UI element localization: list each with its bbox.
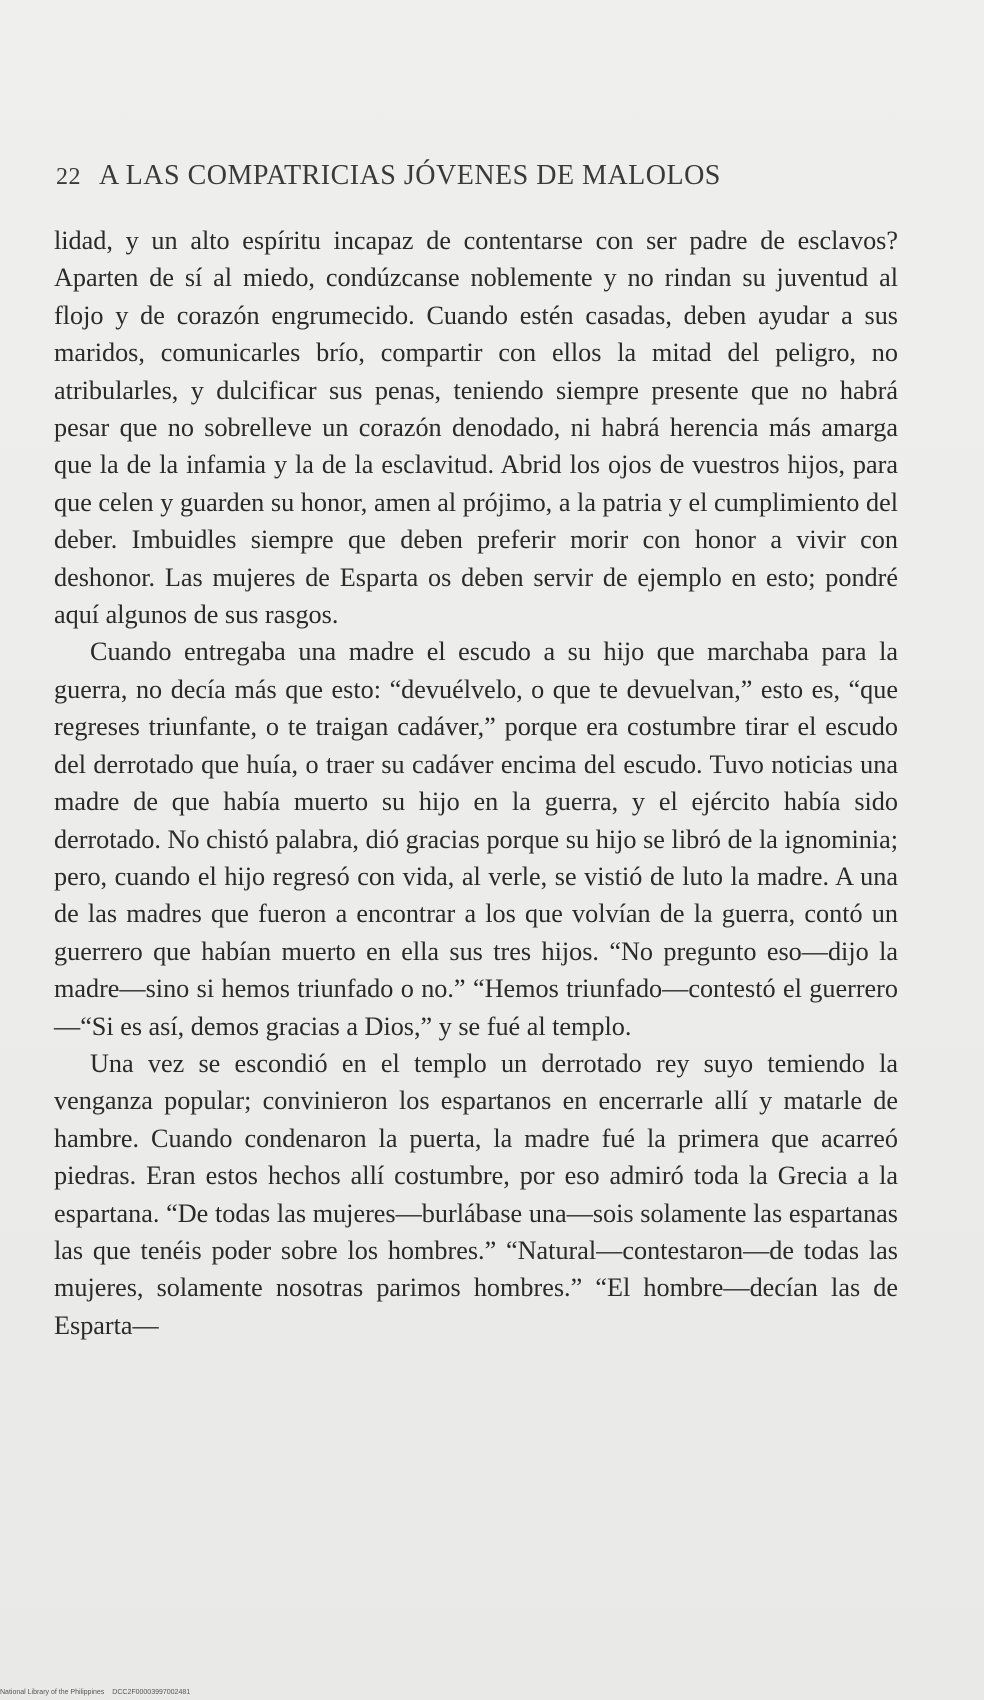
page-number: 22 <box>56 164 81 190</box>
chapter-title: A LAS COMPATRICIAS JÓVENES DE MALOLOS <box>99 160 721 191</box>
paragraph: lidad, y un alto espíritu incapaz de contentarse con ser padre de esclavos? Aparten de sí al miedo, condúzcanse noblemente y no rindan su juventud al flojo y de corazón engrumecido. Cuando estén casadas, deben ayudar a sus maridos, comunicarles brío, compartir con ellos la mitad del peligro, no atribularles, y dulcificar sus penas, teniendo siempre presente que no habrá pesar que no sobrelleve un corazón denodado, ni habrá herencia más amarga que la de la infamia y la de la esclavitud. Abrid los ojos de vuestros hijos, para que celen y guarden su honor, amen al prójimo, a la patria y el cumplimiento del deber. Imbuidles siempre que deben preferir morir con honor a vivir con deshonor. Las mujeres de Esparta os deben servir de ejemplo en esto; pondré aquí algunos de sus rasgos. <box>54 226 898 630</box>
paragraph: Cuando entregaba una madre el escudo a su hijo que marchaba para la guerra, no decía más que esto: “devuélvelo, o que te devuelvan,” esto es, “que regreses triunfante, o te traigan cadáver,” porque era costumbre tirar el escudo del derrotado que huía, o traer su cadáver encima del escudo. Tuvo noticias una madre de que había muerto su hijo en la guerra, y el ejército había sido derrotado. No chistó palabra, dió gracias porque su hijo se libró de la ignominia; pero, cuando el hijo regresó con vida, al verle, se vistió de luto la madre. A una de las madres que fueron a encontrar a los que volvían de la guerra, contó un guerrero que habían muerto en ella sus tres hijos. “No pregunto eso—dijo la madre—sino si hemos triunfado o no.” “Hemos triunfado—contestó el guerrero—“Si es así, demos gracias a Dios,” y se fué al templo. <box>54 637 898 1041</box>
running-header <box>56 160 926 192</box>
scan-code: DCC2F00003997002481 <box>112 1689 191 1696</box>
library-credit: National Library of the Philippines <box>0 1689 105 1696</box>
scan-footer <box>0 1689 190 1696</box>
paragraph: Una vez se escondió en el templo un derrotado rey suyo temiendo la venganza popular; convinieron los espartanos en encerrarle allí y matarle de hambre. Cuando condenaron la puerta, la madre fué la primera que acarreó piedras. Eran estos hechos allí costumbre, por eso admiró toda la Grecia a la espartana. “De todas las mujeres—burlábase una—sois solamente las espartanas las que tenéis poder sobre los hombres.” “Natural—contestaron—de todas las mujeres, solamente nosotras parimos hombres.” “El hombre—decían las de Esparta— <box>54 1048 898 1340</box>
body-text <box>54 222 898 1344</box>
